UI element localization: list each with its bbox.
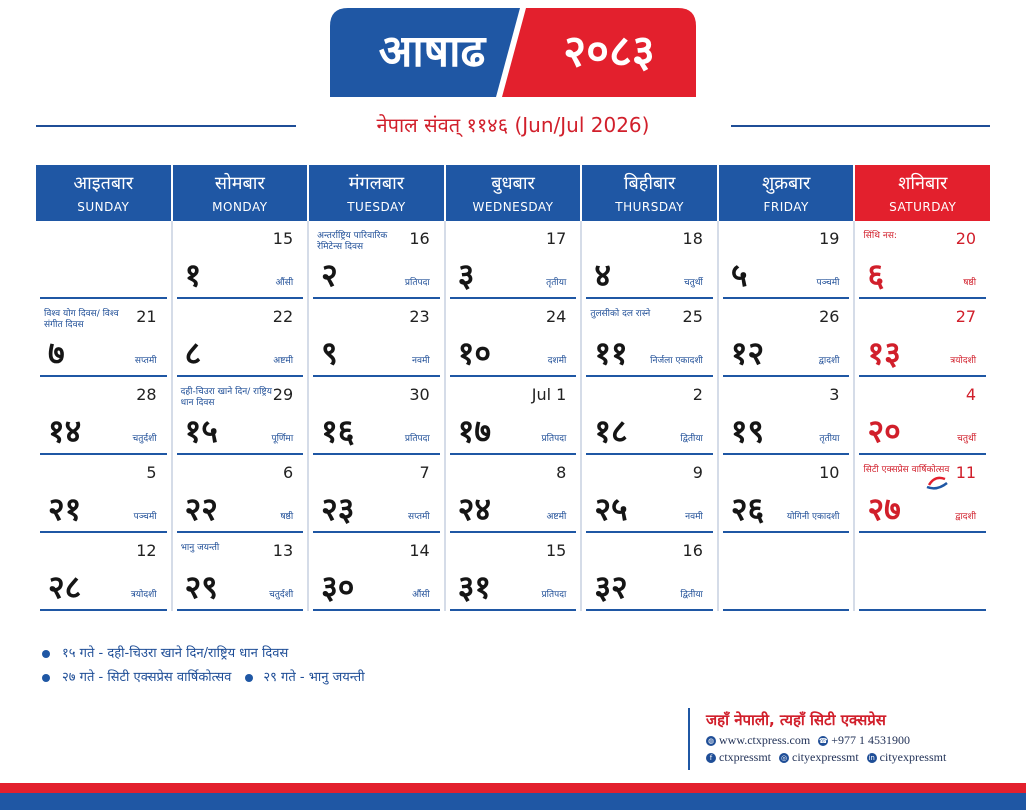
bikram-sambat-date: १८ <box>594 412 628 450</box>
gregorian-date: 15 <box>272 229 294 248</box>
day-cell[interactable] <box>582 455 719 533</box>
tithi-label: त्रयोदशी <box>950 356 977 366</box>
day-cell[interactable] <box>446 377 583 455</box>
day-cell[interactable] <box>582 299 719 377</box>
month-title: आषाढ <box>378 26 486 77</box>
day-cell[interactable] <box>855 377 990 455</box>
weekday-header-thursday <box>582 165 719 221</box>
weekday-header-row <box>36 165 990 221</box>
bikram-sambat-date: २३ <box>321 490 355 528</box>
weekday-name-nepali: आइतबार <box>73 173 134 194</box>
week-row <box>36 221 990 299</box>
bikram-sambat-date: २९ <box>184 568 218 606</box>
day-cell[interactable] <box>446 221 583 299</box>
gregorian-date: 21 <box>136 307 157 326</box>
bikram-sambat-date: २७ <box>867 490 901 528</box>
empty-day-cell <box>36 221 173 299</box>
tithi-label: नवमी <box>412 356 430 366</box>
instagram-icon: ◎ <box>780 753 788 762</box>
facebook-icon: f <box>706 753 716 763</box>
tithi-label: द्वितीया <box>680 590 703 600</box>
bikram-sambat-date: १७ <box>457 412 492 450</box>
tithi-label: द्वितीया <box>680 434 703 444</box>
footnote-line <box>42 642 365 666</box>
day-cell[interactable] <box>173 377 310 455</box>
tithi-label: अष्टमी <box>546 512 567 522</box>
weekday-name-english: WEDNESDAY <box>472 200 554 214</box>
day-cell[interactable] <box>36 299 173 377</box>
gregorian-date: 23 <box>409 307 430 326</box>
day-cell[interactable] <box>855 299 990 377</box>
tithi-label: तृतीया <box>546 278 567 288</box>
slogan: जहाँ नेपाली, त्यहाँ सिटी एक्सप्रेस <box>706 711 886 729</box>
gregorian-date: 27 <box>955 307 977 326</box>
day-cell[interactable] <box>719 299 856 377</box>
gregorian-date: 13 <box>272 541 294 560</box>
footer-stripe-blue <box>0 793 1026 810</box>
gregorian-date: 24 <box>545 307 567 326</box>
gregorian-date: 16 <box>409 229 430 248</box>
divider-right <box>731 125 990 127</box>
weekday-header-sunday <box>36 165 173 221</box>
empty-day-cell <box>855 533 990 611</box>
bikram-sambat-date: २५ <box>594 490 628 528</box>
gregorian-date: 28 <box>136 385 157 404</box>
day-cell[interactable] <box>309 221 446 299</box>
globe-icon: ◍ <box>707 736 715 745</box>
tithi-label: योगिनी एकादशी <box>786 512 840 522</box>
bikram-sambat-date: १० <box>457 334 492 372</box>
tithi-label: त्रयोदशी <box>130 590 157 600</box>
tithi-label: षष्ठी <box>280 512 294 522</box>
event-label: तुलसीको दल रास्ने <box>590 309 651 319</box>
bullet-icon <box>42 674 50 682</box>
tithi-label: तृतीया <box>819 434 840 444</box>
tithi-label: सप्तमी <box>408 512 430 522</box>
bikram-sambat-date: २६ <box>730 490 765 528</box>
event-label: अन्तर्राष्ट्रिय पारिवारिक रेमिटेन्स दिवस <box>317 231 388 252</box>
day-cell[interactable] <box>446 299 583 377</box>
linkedin-handle[interactable]: cityexpressmt <box>879 750 947 764</box>
tithi-label: दशमी <box>547 356 567 366</box>
bikram-sambat-date: ३२ <box>594 568 628 606</box>
facebook-handle[interactable]: ctxpressmt <box>719 750 771 764</box>
weekday-name-english: MONDAY <box>212 200 268 214</box>
gregorian-date: 11 <box>955 463 977 482</box>
empty-day-cell <box>719 533 856 611</box>
tithi-label: नवमी <box>685 512 703 522</box>
day-cell[interactable] <box>173 533 310 611</box>
bikram-sambat-date: ३० <box>321 568 355 606</box>
tithi-label: सप्तमी <box>134 356 157 366</box>
tithi-label: पूर्णिमा <box>271 434 294 444</box>
weekday-header-friday <box>719 165 856 221</box>
tithi-label: चतुर्थी <box>683 278 703 288</box>
week-row <box>36 455 990 533</box>
city-express-logo-icon <box>925 475 949 491</box>
gregorian-date: 19 <box>819 229 840 248</box>
weekday-name-nepali: मंगलबार <box>348 173 405 194</box>
footnote-text: १५ गते - दही-चिउरा खाने दिन/राष्ट्रिय धान दिवस <box>62 646 289 661</box>
bullet-icon <box>42 650 50 658</box>
day-cell[interactable] <box>446 533 583 611</box>
weekday-header-wednesday <box>446 165 583 221</box>
gregorian-date: 15 <box>545 541 567 560</box>
title-banner <box>330 8 696 97</box>
gregorian-date: Jul 1 <box>531 385 567 404</box>
bikram-sambat-date: ७ <box>48 334 65 372</box>
event-label: विश्व योग दिवस/ विश्व संगीत दिवस <box>44 309 119 330</box>
event-label: भानु जयन्ती <box>180 543 220 553</box>
footnote-text: २९ गते - भानु जयन्ती <box>263 670 365 685</box>
gregorian-date: 6 <box>282 463 294 482</box>
tithi-label: प्रतिपदा <box>541 434 567 444</box>
instagram-handle[interactable]: cityexpressmt <box>792 750 859 764</box>
tithi-label: षष्ठी <box>963 278 977 288</box>
tithi-label: चतुर्थी <box>957 434 977 444</box>
gregorian-date: 17 <box>545 229 567 248</box>
event-label: सिटी एक्सप्रेस वार्षिकोत्सव <box>863 465 950 475</box>
tithi-label: चतुर्दशी <box>269 590 294 600</box>
linkedin-icon: in <box>868 753 875 762</box>
week-row <box>36 533 990 611</box>
day-cell[interactable] <box>309 455 446 533</box>
weekday-name-nepali: सोमबार <box>214 173 265 194</box>
gregorian-date: 25 <box>682 307 703 326</box>
tithi-label: पञ्चमी <box>133 512 157 522</box>
bikram-sambat-date: २२ <box>184 490 218 528</box>
tithi-label: द्वादशी <box>955 512 977 522</box>
weekday-header-saturday <box>855 165 990 221</box>
week-row <box>36 377 990 455</box>
bikram-sambat-date: ९ <box>321 334 338 372</box>
bikram-sambat-date: २० <box>867 412 901 450</box>
bikram-sambat-date: १ <box>184 256 202 294</box>
weekday-header-tuesday <box>309 165 446 221</box>
day-cell[interactable] <box>582 533 719 611</box>
bikram-sambat-date: १९ <box>730 412 765 450</box>
bikram-sambat-date: ३ <box>457 256 475 294</box>
day-cell[interactable] <box>855 455 990 533</box>
gregorian-date: 2 <box>692 385 703 404</box>
gregorian-date: 7 <box>419 463 430 482</box>
contact-block <box>688 708 946 770</box>
bikram-sambat-date: ६ <box>867 256 885 294</box>
gregorian-date: 10 <box>819 463 840 482</box>
bikram-sambat-date: ३१ <box>457 568 492 606</box>
week-row <box>36 299 990 377</box>
bikram-sambat-date: १४ <box>48 412 82 450</box>
weekday-name-english: SATURDAY <box>889 200 957 214</box>
tithi-label: प्रतिपदा <box>541 590 567 600</box>
gregorian-date: 18 <box>682 229 703 248</box>
weekday-name-english: FRIDAY <box>763 200 809 214</box>
phone-number[interactable]: +977 1 4531900 <box>831 733 910 747</box>
gregorian-date: 9 <box>692 463 703 482</box>
day-cell[interactable] <box>36 377 173 455</box>
tithi-label: औंसी <box>412 590 430 600</box>
weekday-name-english: TUESDAY <box>347 200 406 214</box>
bikram-sambat-date: २ <box>321 256 338 294</box>
footnote-text: २७ गते - सिटी एक्सप्रेस वार्षिकोत्सव <box>62 670 232 685</box>
bikram-sambat-date: २१ <box>48 490 82 528</box>
gregorian-date: 22 <box>272 307 294 326</box>
weekday-name-english: SUNDAY <box>77 200 130 214</box>
tithi-label: अष्टमी <box>273 356 294 366</box>
bikram-sambat-date: १३ <box>867 334 901 372</box>
day-cell[interactable] <box>855 221 990 299</box>
tithi-label: प्रतिपदा <box>404 434 430 444</box>
bikram-sambat-date: ८ <box>184 334 202 372</box>
bikram-sambat-date: २८ <box>48 568 82 606</box>
bikram-sambat-date: ५ <box>730 256 748 294</box>
calendar-grid <box>36 165 990 611</box>
tithi-label: द्वादशी <box>818 356 840 366</box>
bullet-icon <box>245 674 253 682</box>
day-cell[interactable] <box>582 221 719 299</box>
gregorian-date: 16 <box>682 541 703 560</box>
gregorian-date: 14 <box>409 541 430 560</box>
day-cell[interactable] <box>173 455 310 533</box>
footnote-line <box>42 666 365 690</box>
day-cell[interactable] <box>446 455 583 533</box>
day-cell[interactable] <box>719 221 856 299</box>
gregorian-date: 4 <box>965 385 977 404</box>
tithi-label: प्रतिपदा <box>404 278 430 288</box>
weekday-name-english: THURSDAY <box>615 200 684 214</box>
event-label: सिंथि नस: <box>863 231 897 241</box>
gregorian-date: 5 <box>146 463 157 482</box>
day-cell[interactable] <box>719 455 856 533</box>
weekday-header-monday <box>173 165 310 221</box>
weekday-name-nepali: शनिबार <box>898 173 948 194</box>
bikram-sambat-date: १६ <box>321 412 355 450</box>
phone-icon: ☎ <box>818 736 828 745</box>
gregorian-date: 3 <box>829 385 840 404</box>
divider-left <box>36 125 296 127</box>
gregorian-date: 20 <box>955 229 977 248</box>
weekday-name-nepali: बुधबार <box>491 173 535 194</box>
event-label: दही-चिउरा खाने दिन/ राष्ट्रिय धान दिवस <box>180 387 272 408</box>
day-cell[interactable] <box>173 221 310 299</box>
nepal-sambat-subtitle: नेपाल संवत् ११४६ (Jun/Jul 2026) <box>376 113 650 137</box>
day-cell[interactable] <box>173 299 310 377</box>
contact-row <box>706 749 946 766</box>
day-cell[interactable] <box>309 377 446 455</box>
tithi-label: औंसी <box>275 278 294 288</box>
contact-row <box>706 732 946 749</box>
year-title: २०८३ <box>563 26 655 77</box>
day-cell[interactable] <box>36 533 173 611</box>
bikram-sambat-date: ४ <box>594 256 611 294</box>
bikram-sambat-date: ११ <box>594 334 628 372</box>
bikram-sambat-date: २४ <box>457 490 492 528</box>
gregorian-date: 29 <box>272 385 294 404</box>
weekday-name-nepali: बिहीबार <box>623 173 676 194</box>
footer-stripe-red <box>0 783 1026 793</box>
day-cell[interactable] <box>309 533 446 611</box>
tithi-label: चतुर्दशी <box>132 434 157 444</box>
weekday-name-nepali: शुक्रबार <box>761 173 811 194</box>
tithi-label: पञ्चमी <box>816 278 840 288</box>
day-cell[interactable] <box>36 455 173 533</box>
footnotes <box>42 642 365 690</box>
gregorian-date: 30 <box>409 385 430 404</box>
gregorian-date: 8 <box>556 463 567 482</box>
day-cell[interactable] <box>309 299 446 377</box>
gregorian-date: 26 <box>819 307 840 326</box>
website-link[interactable]: www.ctxpress.com <box>719 733 811 747</box>
tithi-label: निर्जला एकादशी <box>650 356 703 366</box>
gregorian-date: 12 <box>136 541 157 560</box>
day-cell[interactable] <box>719 377 856 455</box>
bikram-sambat-date: १५ <box>184 412 218 450</box>
bikram-sambat-date: १२ <box>730 334 765 372</box>
day-cell[interactable] <box>582 377 719 455</box>
